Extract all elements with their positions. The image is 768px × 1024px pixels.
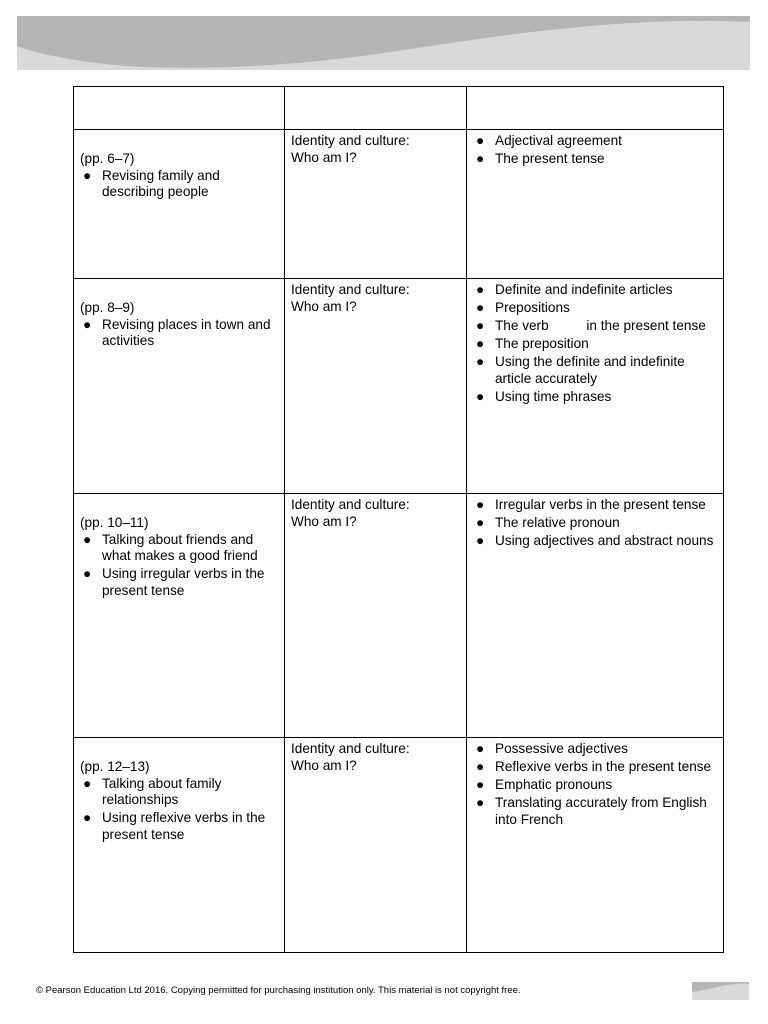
objectives-list xyxy=(80,168,278,201)
unit-cell xyxy=(74,494,285,738)
list-item: ● Using the definite and indefinite article accurately xyxy=(476,354,685,386)
topic-subtheme: Who am I? xyxy=(291,149,357,165)
list-item: ● Using adjectives and abstract nouns xyxy=(476,533,714,548)
unit-cell xyxy=(74,279,285,494)
unit-cell xyxy=(74,130,285,279)
table-row xyxy=(74,738,724,953)
bullet-icon: ● xyxy=(476,533,485,548)
bullet-icon: ● xyxy=(476,497,485,512)
bullet-icon: ● xyxy=(476,388,485,404)
grammar-cell xyxy=(467,494,724,738)
scheme-of-work-table xyxy=(73,86,724,953)
bullet-icon: ● xyxy=(476,133,485,148)
list-item: ● Talking about family relationships xyxy=(83,775,222,807)
bullet-icon: ● xyxy=(476,777,485,792)
list-item: ● Using irregular verbs in the present tense xyxy=(83,566,265,598)
grammar-list xyxy=(473,282,717,405)
bullet-icon: ● xyxy=(476,300,485,315)
topic-theme: Identity and culture: xyxy=(291,497,410,512)
bullet-icon: ● xyxy=(476,741,485,756)
topic-cell xyxy=(285,494,467,738)
topic-subtheme: Who am I? xyxy=(291,757,357,773)
topic-subtheme: Who am I? xyxy=(291,298,357,314)
bullet-icon: ● xyxy=(83,531,92,547)
topic-subtheme: Who am I? xyxy=(291,513,357,529)
page-reference: (pp. 12–13) xyxy=(80,759,150,774)
table-header-row xyxy=(74,87,724,130)
bullet-icon: ● xyxy=(83,566,92,581)
objectives-list xyxy=(80,532,278,600)
header-banner xyxy=(17,16,750,70)
page-number-tab xyxy=(692,982,749,1000)
topic-theme: Identity and culture: xyxy=(291,133,410,148)
list-item: ● Translating accurately from English into French xyxy=(476,795,707,827)
header-cell-3 xyxy=(467,87,724,130)
list-item: ● Prepositions xyxy=(476,300,570,315)
list-item: ● Reflexive verbs in the present tense xyxy=(476,759,712,774)
list-item: ● Revising places in town and activities xyxy=(83,316,271,348)
footer-wave-graphic xyxy=(692,982,749,1000)
unit-cell xyxy=(74,738,285,953)
bullet-icon: ● xyxy=(476,151,485,166)
header-cell-1 xyxy=(74,87,285,130)
bullet-icon: ● xyxy=(476,515,485,530)
objectives-list xyxy=(80,317,278,350)
grammar-cell xyxy=(467,738,724,953)
list-item: ● Adjectival agreement xyxy=(476,133,622,148)
bullet-icon: ● xyxy=(83,810,92,825)
list-item: ● Using time phrases xyxy=(476,388,612,404)
bullet-icon: ● xyxy=(476,282,485,297)
objectives-list xyxy=(80,776,278,844)
grammar-list xyxy=(473,133,717,168)
page-reference: (pp. 8–9) xyxy=(80,300,135,315)
copyright-footer: © Pearson Education Ltd 2016. Copying permitted for purchasing institution only. This material is not copyright free. xyxy=(36,985,521,996)
grammar-cell xyxy=(467,279,724,494)
grammar-list xyxy=(473,741,717,828)
bullet-icon: ● xyxy=(476,759,485,774)
table-row xyxy=(74,130,724,279)
bullet-icon: ● xyxy=(476,795,485,810)
table-row xyxy=(74,494,724,738)
grammar-cell xyxy=(467,130,724,279)
header-cell-2 xyxy=(285,87,467,130)
topic-cell xyxy=(285,130,467,279)
page-reference: (pp. 10–11) xyxy=(80,515,149,530)
list-item: ● The relative pronoun xyxy=(476,515,620,530)
list-item: ● Talking about friends and what makes a good friend xyxy=(83,531,258,563)
list-item: ● Revising family and describing people xyxy=(83,167,220,199)
topic-cell xyxy=(285,738,467,953)
bullet-icon: ● xyxy=(476,354,485,369)
list-item: ● The verb in the present tense xyxy=(476,318,706,333)
bullet-icon: ● xyxy=(83,167,92,183)
header-wave-graphic xyxy=(17,16,750,70)
bullet-icon: ● xyxy=(83,316,92,332)
bullet-icon: ● xyxy=(476,336,485,351)
topic-theme: Identity and culture: xyxy=(291,741,410,756)
list-item: ● The preposition xyxy=(476,336,589,351)
list-item: ● Definite and indefinite articles xyxy=(476,282,673,297)
list-item: ● Emphatic pronouns xyxy=(476,777,613,792)
list-item: ● Irregular verbs in the present tense xyxy=(476,497,706,512)
bullet-icon: ● xyxy=(83,775,92,791)
page-reference: (pp. 6–7) xyxy=(80,151,135,166)
list-item: ● The present tense xyxy=(476,151,605,166)
list-item: ● Possessive adjectives xyxy=(476,741,628,756)
bullet-icon: ● xyxy=(476,318,485,333)
topic-theme: Identity and culture: xyxy=(291,282,410,297)
list-item: ● Using reflexive verbs in the present tense xyxy=(83,810,266,842)
table-row xyxy=(74,279,724,494)
grammar-list xyxy=(473,497,717,550)
topic-cell xyxy=(285,279,467,494)
